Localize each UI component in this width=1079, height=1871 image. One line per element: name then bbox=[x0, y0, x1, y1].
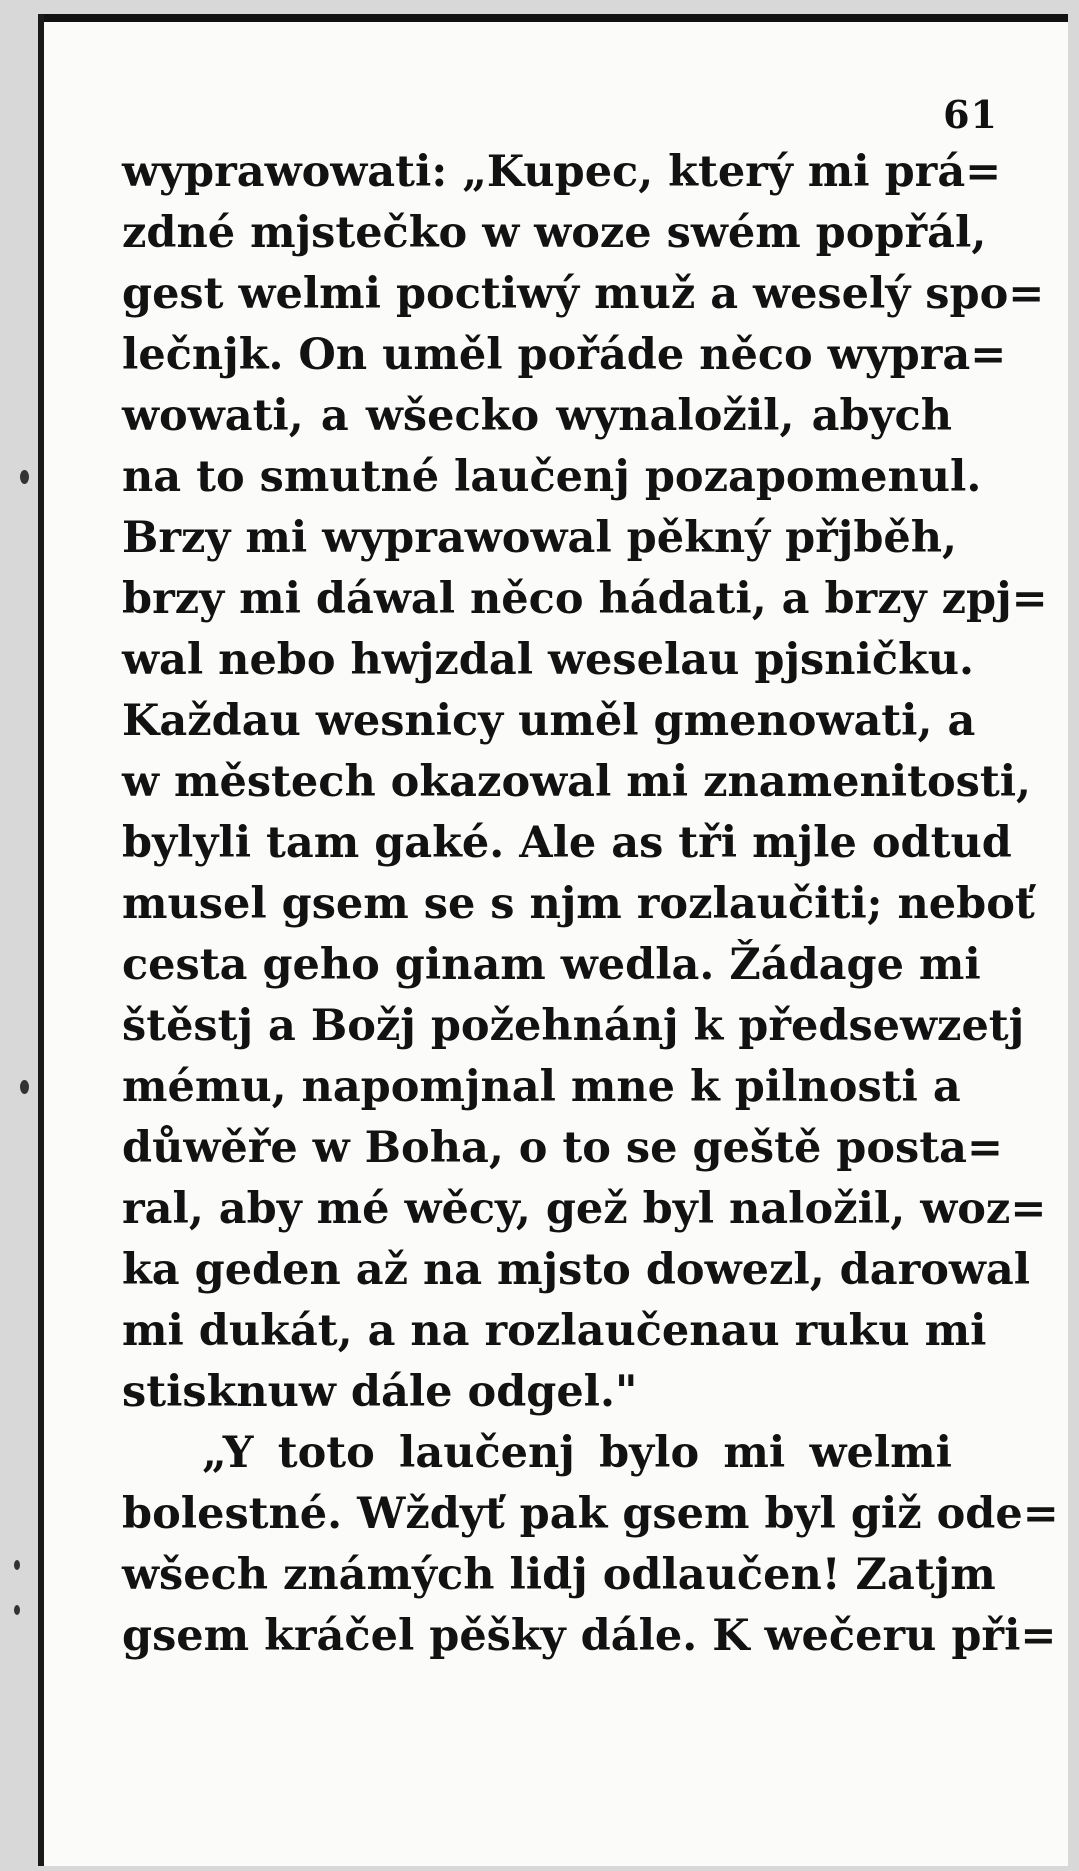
text-line: wowati, a wšecko wynaložil, abych bbox=[122, 391, 952, 441]
text-line: wal nebo hwjzdal weselau pjsničku. bbox=[122, 635, 975, 685]
page-number: 61 bbox=[943, 92, 998, 137]
text-line: gest welmi poctiwý muž a weselý spo= bbox=[122, 269, 1045, 319]
text-line: lečnjk. On uměl pořáde něco wypra= bbox=[122, 330, 1007, 380]
text-line: na to smutné laučenj pozapomenul. bbox=[122, 452, 982, 502]
text-line: brzy mi dáwal něco hádati, a brzy zpj= bbox=[122, 574, 1048, 624]
text-line: ka geden až na mjsto dowezl, darowal bbox=[122, 1245, 1031, 1295]
scan-speck bbox=[20, 1080, 29, 1094]
body-text bbox=[122, 142, 1059, 1667]
scan-speck bbox=[14, 1605, 20, 1615]
text-line: Každau wesnicy uměl gmenowati, a bbox=[122, 696, 976, 746]
text-line: gsem kráčel pěšky dále. K wečeru při= bbox=[122, 1611, 1057, 1661]
book-page bbox=[38, 14, 1068, 1866]
page-top-edge bbox=[44, 14, 1068, 22]
scan-speck bbox=[14, 1560, 20, 1570]
text-line: zdné mjstečko w woze swém popřál, bbox=[122, 208, 987, 258]
text-line: štěstj a Božj požehnánj k předsewzetj bbox=[122, 1001, 1025, 1051]
text-line: bylyli tam gaké. Ale as tři mjle odtud bbox=[122, 818, 1012, 868]
text-line: bolestné. Wždyť pak gsem byl giž ode= bbox=[122, 1489, 1059, 1539]
text-line: wyprawowati: „Kupec, který mi prá= bbox=[122, 147, 1002, 197]
text-line: Brzy mi wyprawowal pěkný přjběh, bbox=[122, 513, 958, 563]
text-line: mému, napomjnal mne k pilnosti a bbox=[122, 1062, 961, 1112]
scan-speck bbox=[20, 470, 29, 484]
text-line: musel gsem se s njm rozlaučiti; neboť bbox=[122, 879, 1035, 929]
text-line: mi dukát, a na rozlaučenau ruku mi bbox=[122, 1306, 987, 1356]
text-line: důwěře w Boha, o to se geště posta= bbox=[122, 1123, 1003, 1173]
text-line: „Y toto laučenj bylo mi welmi bbox=[202, 1428, 952, 1478]
text-line: ral, aby mé wěcy, gež byl naložil, woz= bbox=[122, 1184, 1047, 1234]
text-line: w městech okazowal mi znamenitosti, bbox=[122, 757, 1032, 807]
text-line: cesta geho ginam wedla. Žádage mi bbox=[122, 940, 981, 990]
text-line: stisknuw dále odgel." bbox=[122, 1367, 638, 1417]
text-line: wšech známých lidj odlaučen! Zatjm bbox=[122, 1550, 996, 1600]
